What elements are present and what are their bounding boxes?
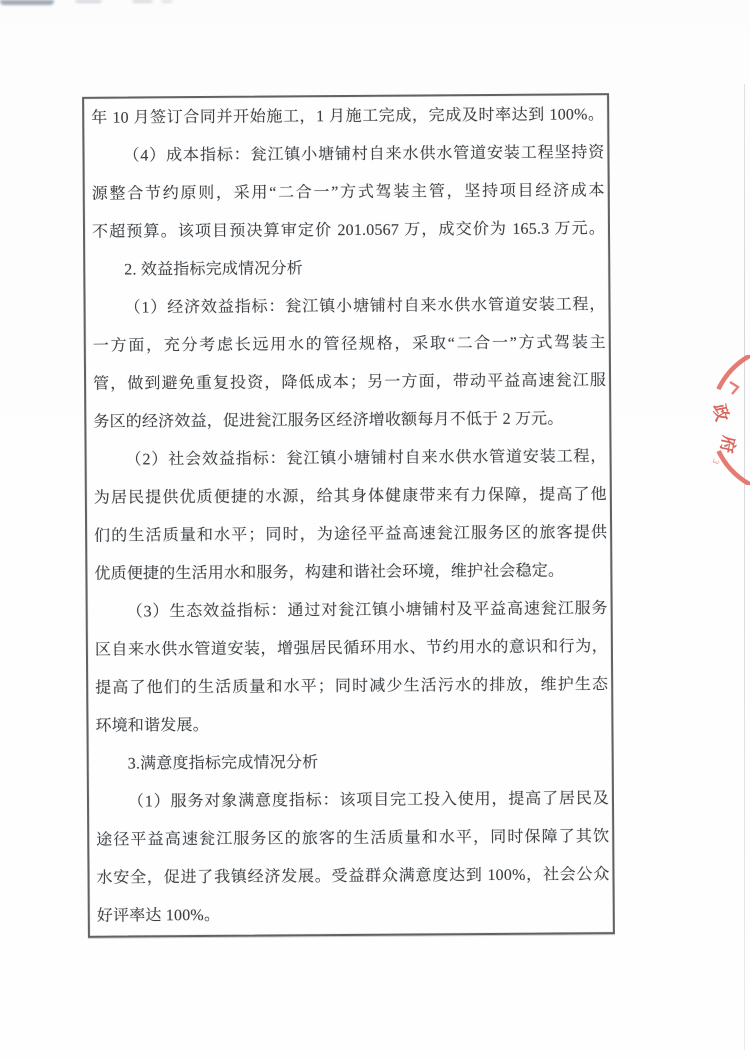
text-line: （2）社会效益指标：瓮江镇小塘铺村自来水供水管道安装工程，: [125, 448, 607, 469]
text-line: （3）生态效益指标：通过对瓮江镇小塘铺村及平益高速瓮江服务: [126, 600, 608, 621]
text-line: 环境和谐发展。: [95, 716, 209, 735]
text-line: 区自来水供水管道安装，增强居民循环用水、节约用水的意识和行为，: [94, 638, 608, 659]
text-line: 水安全，促进了我镇经济发展。受益群众满意度达到 100%，社会公众: [96, 866, 610, 887]
text-line: 务区的经济效益，促进瓮江服务区经济增收额每月不低于 2 万元。: [93, 410, 564, 431]
text-line: 们的生活质量和水平；同时，为途径平益高速瓮江服务区的旅客提供: [94, 524, 608, 545]
seal-character-bottom: 府: [716, 434, 739, 455]
scan-smudge: [0, 0, 54, 5]
text-line: 一方面，充分考虑长远用水的管径规格，采取“二合一”方式驾装主: [92, 334, 606, 355]
seal-arc-icon: [690, 355, 750, 485]
text-line: 3.满意度指标完成情况分析: [127, 754, 319, 773]
scan-smudge: [132, 0, 153, 3]
seal-character-top: 政: [709, 402, 732, 423]
text-line: 管，做到避免重复投资，降低成本；另一方面，带动平益高速瓮江服: [93, 372, 607, 393]
text-line: （1）经济效益指标：瓮江镇小塘铺村自来水供水管道安装工程，: [124, 296, 606, 317]
text-line: 不超预算。该项目预决算审定价 201.0567 万，成交价为 165.3 万元。: [91, 220, 606, 241]
text-line: 2. 效益指标完成情况分析: [124, 260, 303, 279]
text-line: 优质便捷的生活用水和服务，构建和谐社会环境，维护社会稳定。: [94, 562, 565, 583]
scan-edge-line: [744, 84, 745, 1050]
official-seal-stamp: [690, 355, 750, 485]
scan-smudge: [161, 0, 173, 3]
text-line: （4）成本指标：瓮江镇小塘铺村自来水供水管道安装工程坚持资: [123, 144, 605, 165]
text-line: 源整合节约原则，采用“二合一”方式驾装主管，坚持项目经济成本: [91, 182, 605, 203]
text-line: （1）服务对象满意度指标：该项目完工投入使用，提高了居民及: [127, 790, 610, 811]
text-line: 提高了他们的生活质量和水平；同时减少生活污水的排放，维护生态: [95, 676, 609, 697]
text-line: 为居民提供优质便捷的水源，给其身体健康带来有力保障，提高了他: [93, 486, 607, 507]
scan-smudge: [75, 0, 102, 3]
text-line: 途径平益高速瓮江服务区的旅客的生活质量和水平，同时保障了其饮: [96, 828, 610, 849]
text-line: 年 10 月签订合同并开始施工，1 月施工完成，完成及时率达到 100%。: [91, 106, 605, 127]
seal-serial-digit: 3: [710, 457, 722, 466]
report-table-cell: [82, 93, 615, 938]
text-line: 好评率达 100%。: [96, 906, 221, 925]
